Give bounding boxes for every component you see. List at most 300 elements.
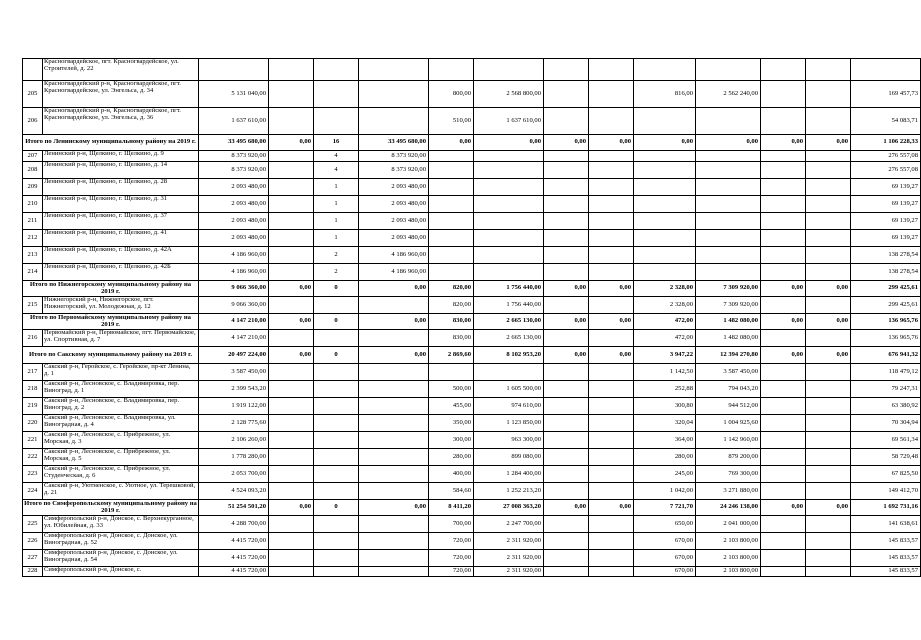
address-cell: Красногвардейское, пгт. Красногвардейское, ул. Строителей, д. 22 (43, 59, 199, 81)
table-row (23, 364, 921, 381)
value-cell-col-8: 0,00 (589, 500, 634, 516)
document-page (22, 58, 918, 577)
row-number: 224 (23, 483, 43, 500)
value-cell-col-8 (589, 364, 634, 381)
value-cell-col-7 (544, 550, 589, 567)
value-cell-col-3 (314, 449, 359, 466)
value-cell-col-5 (429, 151, 474, 162)
value-cell-col-8 (589, 516, 634, 533)
value-cell-col-9 (634, 196, 696, 213)
row-number: 211 (23, 213, 43, 230)
value-cell-col-12: 0,00 (806, 314, 851, 330)
table-row (23, 247, 921, 264)
value-cell-col-4: 8 373 920,00 (359, 151, 429, 162)
value-cell-col-4: 0,00 (359, 281, 429, 297)
value-cell-col-7 (544, 108, 589, 135)
value-cell-col-2 (269, 81, 314, 108)
value-cell-col-10: 12 394 270,80 (696, 347, 761, 364)
value-cell-col-13: 138 278,54 (851, 247, 921, 264)
value-cell-col-9: 816,00 (634, 81, 696, 108)
value-cell-col-8 (589, 179, 634, 196)
value-cell-col-6: 2 247 700,00 (474, 516, 544, 533)
value-cell-col-7: 0,00 (544, 347, 589, 364)
value-cell-col-4 (359, 108, 429, 135)
value-cell-col-1: 4 186 960,00 (199, 264, 269, 281)
row-number: 222 (23, 449, 43, 466)
value-cell-col-6: 2 665 130,00 (474, 314, 544, 330)
district-total-row (23, 135, 921, 151)
value-cell-col-12 (806, 483, 851, 500)
value-cell-col-2: 0,00 (269, 314, 314, 330)
value-cell-col-1: 3 587 450,00 (199, 364, 269, 381)
value-cell-col-4: 0,00 (359, 347, 429, 364)
value-cell-col-2 (269, 162, 314, 179)
value-cell-col-5: 830,00 (429, 330, 474, 347)
value-cell-col-7 (544, 247, 589, 264)
value-cell-col-13: 276 557,08 (851, 162, 921, 179)
table-row (23, 432, 921, 449)
value-cell-col-10: 769 300,00 (696, 466, 761, 483)
value-cell-col-7 (544, 432, 589, 449)
row-number (23, 59, 43, 81)
address-cell: Сакский р-н, Лесновское, с. Прибрежное, ул. Студенческая, д. 6 (43, 466, 199, 483)
district-total-label: Итого по Сакскому муниципальному району на 2019 г. (23, 347, 199, 364)
row-number: 210 (23, 196, 43, 213)
value-cell-col-8 (589, 213, 634, 230)
value-cell-col-11: 0,00 (761, 281, 806, 297)
address-cell: Первомайский р-н, Первомайское, пгт. Первомайское, ул. Спортивная, д. 7 (43, 330, 199, 347)
value-cell-col-11 (761, 247, 806, 264)
value-cell-col-3: 0 (314, 281, 359, 297)
value-cell-col-9: 1 142,50 (634, 364, 696, 381)
value-cell-col-6: 899 080,00 (474, 449, 544, 466)
value-cell-col-3: 16 (314, 135, 359, 151)
address-cell: Ленинский р-н, Щелкино, г. Щелкино, д. 28 (43, 179, 199, 196)
value-cell-col-6: 1 605 500,00 (474, 381, 544, 398)
value-cell-col-13: 118 479,12 (851, 364, 921, 381)
value-cell-col-7: 0,00 (544, 135, 589, 151)
value-cell-col-9 (634, 179, 696, 196)
value-cell-col-11 (761, 483, 806, 500)
address-cell: Сакский р-н, Лесновское, с. Владимировка, пер. Виноград, д. 2 (43, 398, 199, 415)
value-cell-col-9: 252,88 (634, 381, 696, 398)
row-number: 214 (23, 264, 43, 281)
row-number: 205 (23, 81, 43, 108)
value-cell-col-11 (761, 398, 806, 415)
value-cell-col-3: 1 (314, 213, 359, 230)
value-cell-col-3 (314, 550, 359, 567)
value-cell-col-6 (474, 364, 544, 381)
value-cell-col-10: 1 004 925,60 (696, 415, 761, 432)
district-total-label: Итого по Нижнегорскому муниципальному району на 2019 г. (23, 281, 199, 297)
row-number: 206 (23, 108, 43, 135)
value-cell-col-9: 2 328,00 (634, 281, 696, 297)
value-cell-col-11 (761, 466, 806, 483)
value-cell-col-13: 136 965,76 (851, 314, 921, 330)
value-cell-col-7 (544, 449, 589, 466)
table-row (23, 213, 921, 230)
value-cell-col-7 (544, 516, 589, 533)
value-cell-col-13: 1 106 228,33 (851, 135, 921, 151)
value-cell-col-10: 794 043,20 (696, 381, 761, 398)
value-cell-col-6: 8 102 953,20 (474, 347, 544, 364)
value-cell-col-1: 51 254 501,20 (199, 500, 269, 516)
value-cell-col-4: 4 186 960,00 (359, 264, 429, 281)
value-cell-col-3: 0 (314, 500, 359, 516)
value-cell-col-9: 7 721,70 (634, 500, 696, 516)
value-cell-col-5 (429, 179, 474, 196)
value-cell-col-6: 0,00 (474, 135, 544, 151)
value-cell-col-13: 54 083,71 (851, 108, 921, 135)
value-cell-col-11 (761, 179, 806, 196)
address-cell: Симферопольский р-н, Донское, с. Донское, ул. Виноградная, д. 52 (43, 533, 199, 550)
value-cell-col-2 (269, 297, 314, 314)
value-cell-col-2 (269, 398, 314, 415)
value-cell-col-13: 299 425,61 (851, 297, 921, 314)
table-row (23, 415, 921, 432)
value-cell-col-8 (589, 432, 634, 449)
value-cell-col-3 (314, 567, 359, 577)
value-cell-col-13: 70 304,94 (851, 415, 921, 432)
value-cell-col-6 (474, 151, 544, 162)
value-cell-col-11 (761, 59, 806, 81)
address-cell: Сакский р-н, Лесновское, с. Владимировка, ул. Виноградная, д. 4 (43, 415, 199, 432)
table-row (23, 466, 921, 483)
value-cell-col-8 (589, 151, 634, 162)
value-cell-col-6: 963 300,00 (474, 432, 544, 449)
value-cell-col-11 (761, 516, 806, 533)
value-cell-col-3 (314, 59, 359, 81)
value-cell-col-10 (696, 108, 761, 135)
value-cell-col-4 (359, 297, 429, 314)
district-total-row (23, 314, 921, 330)
row-number: 209 (23, 179, 43, 196)
value-cell-col-12 (806, 550, 851, 567)
table-row (23, 179, 921, 196)
value-cell-col-10 (696, 162, 761, 179)
value-cell-col-9: 280,00 (634, 449, 696, 466)
value-cell-col-12 (806, 297, 851, 314)
value-cell-col-7: 0,00 (544, 500, 589, 516)
value-cell-col-5: 350,00 (429, 415, 474, 432)
value-cell-col-8: 0,00 (589, 314, 634, 330)
value-cell-col-7 (544, 264, 589, 281)
value-cell-col-13: 69 561,34 (851, 432, 921, 449)
value-cell-col-9: 670,00 (634, 550, 696, 567)
value-cell-col-1: 1 778 280,00 (199, 449, 269, 466)
value-cell-col-9: 0,00 (634, 135, 696, 151)
value-cell-col-4: 8 373 920,00 (359, 162, 429, 179)
table-row (23, 151, 921, 162)
value-cell-col-5: 830,00 (429, 314, 474, 330)
address-cell: Сакский р-н, Уютненское, с. Уютное, ул. Терешковой, д. 21 (43, 483, 199, 500)
value-cell-col-10: 3 271 880,00 (696, 483, 761, 500)
value-cell-col-1: 8 373 920,00 (199, 162, 269, 179)
row-number: 207 (23, 151, 43, 162)
value-cell-col-9: 670,00 (634, 533, 696, 550)
value-cell-col-3 (314, 415, 359, 432)
value-cell-col-10: 3 587 450,00 (696, 364, 761, 381)
row-number: 218 (23, 381, 43, 398)
value-cell-col-12 (806, 162, 851, 179)
value-cell-col-13: 145 833,57 (851, 567, 921, 577)
value-cell-col-9: 320,04 (634, 415, 696, 432)
value-cell-col-3 (314, 108, 359, 135)
value-cell-col-3: 2 (314, 247, 359, 264)
value-cell-col-11 (761, 364, 806, 381)
address-cell: Сакский р-н, Геройское, с. Геройское, пр-кт Ленина, д. 1 (43, 364, 199, 381)
value-cell-col-7 (544, 151, 589, 162)
value-cell-col-11 (761, 449, 806, 466)
value-cell-col-8 (589, 297, 634, 314)
value-cell-col-12 (806, 264, 851, 281)
value-cell-col-12 (806, 398, 851, 415)
value-cell-col-10 (696, 151, 761, 162)
value-cell-col-11 (761, 108, 806, 135)
value-cell-col-11: 0,00 (761, 314, 806, 330)
row-number: 213 (23, 247, 43, 264)
value-cell-col-13: 676 941,32 (851, 347, 921, 364)
value-cell-col-5: 800,00 (429, 81, 474, 108)
address-cell: Сакский р-н, Лесновское, с. Прибрежное, ул. Морская, д. 5 (43, 449, 199, 466)
row-number: 217 (23, 364, 43, 381)
value-cell-col-13 (851, 59, 921, 81)
value-cell-col-12: 0,00 (806, 281, 851, 297)
value-cell-col-13: 141 638,61 (851, 516, 921, 533)
value-cell-col-3 (314, 381, 359, 398)
value-cell-col-10: 7 309 920,00 (696, 297, 761, 314)
value-cell-col-2 (269, 567, 314, 577)
table-row (23, 264, 921, 281)
value-cell-col-4: 0,00 (359, 500, 429, 516)
value-cell-col-6 (474, 59, 544, 81)
value-cell-col-8 (589, 398, 634, 415)
value-cell-col-7 (544, 330, 589, 347)
value-cell-col-4 (359, 449, 429, 466)
value-cell-col-5: 0,00 (429, 135, 474, 151)
value-cell-col-1: 2 053 700,00 (199, 466, 269, 483)
value-cell-col-9: 472,00 (634, 314, 696, 330)
value-cell-col-11: 0,00 (761, 347, 806, 364)
value-cell-col-8 (589, 81, 634, 108)
value-cell-col-1: 5 131 040,00 (199, 81, 269, 108)
value-cell-col-6: 2 311 920,00 (474, 567, 544, 577)
district-total-label: Итого по Первомайскому муниципальному району на 2019 г. (23, 314, 199, 330)
value-cell-col-12 (806, 230, 851, 247)
value-cell-col-2: 0,00 (269, 347, 314, 364)
value-cell-col-4 (359, 466, 429, 483)
value-cell-col-7 (544, 59, 589, 81)
address-cell: Ленинский р-н, Щелкино, г. Щелкино, д. 37 (43, 213, 199, 230)
address-cell: Симферопольский р-н, Донское, с. Верхнекурганное, ул. Юбилейная, д. 33 (43, 516, 199, 533)
value-cell-col-12: 0,00 (806, 135, 851, 151)
value-cell-col-12 (806, 196, 851, 213)
value-cell-col-6: 1 252 213,20 (474, 483, 544, 500)
table-row (23, 330, 921, 347)
value-cell-col-6 (474, 230, 544, 247)
value-cell-col-10: 1 482 080,00 (696, 330, 761, 347)
table-row (23, 230, 921, 247)
address-cell: Ленинский р-н, Щелкино, г. Щелкино, д. 14 (43, 162, 199, 179)
value-cell-col-4: 2 093 480,00 (359, 213, 429, 230)
value-cell-col-9: 245,00 (634, 466, 696, 483)
value-cell-col-6: 2 311 920,00 (474, 550, 544, 567)
value-cell-col-5 (429, 213, 474, 230)
value-cell-col-7 (544, 213, 589, 230)
value-cell-col-2: 0,00 (269, 500, 314, 516)
value-cell-col-12 (806, 432, 851, 449)
value-cell-col-7: 0,00 (544, 314, 589, 330)
value-cell-col-9: 650,00 (634, 516, 696, 533)
value-cell-col-13: 67 825,50 (851, 466, 921, 483)
value-cell-col-2 (269, 466, 314, 483)
value-cell-col-7 (544, 567, 589, 577)
row-number: 227 (23, 550, 43, 567)
value-cell-col-7 (544, 162, 589, 179)
value-cell-col-6: 974 610,00 (474, 398, 544, 415)
row-number: 221 (23, 432, 43, 449)
value-cell-col-4 (359, 516, 429, 533)
value-cell-col-1: 4 415 720,00 (199, 533, 269, 550)
value-cell-col-13: 299 425,61 (851, 281, 921, 297)
value-cell-col-5 (429, 230, 474, 247)
value-cell-col-6 (474, 179, 544, 196)
value-cell-col-12 (806, 179, 851, 196)
value-cell-col-4 (359, 533, 429, 550)
value-cell-col-2 (269, 364, 314, 381)
value-cell-col-6: 2 568 800,00 (474, 81, 544, 108)
value-cell-col-9 (634, 247, 696, 264)
value-cell-col-4 (359, 415, 429, 432)
value-cell-col-4: 4 186 960,00 (359, 247, 429, 264)
value-cell-col-8 (589, 483, 634, 500)
value-cell-col-10: 24 246 138,00 (696, 500, 761, 516)
value-cell-col-7 (544, 398, 589, 415)
value-cell-col-2 (269, 264, 314, 281)
table-row (23, 162, 921, 179)
value-cell-col-13: 69 139,27 (851, 196, 921, 213)
value-cell-col-12 (806, 364, 851, 381)
value-cell-col-13: 145 833,57 (851, 550, 921, 567)
value-cell-col-8 (589, 196, 634, 213)
table-row (23, 59, 921, 81)
value-cell-col-8 (589, 415, 634, 432)
value-cell-col-11 (761, 415, 806, 432)
value-cell-col-4 (359, 364, 429, 381)
value-cell-col-6 (474, 247, 544, 264)
value-cell-col-3 (314, 516, 359, 533)
address-cell: Ленинский р-н, Щелкино, г. Щелкино, д. 9 (43, 151, 199, 162)
value-cell-col-9 (634, 230, 696, 247)
value-cell-col-12 (806, 516, 851, 533)
value-cell-col-1: 9 066 360,00 (199, 297, 269, 314)
value-cell-col-8 (589, 330, 634, 347)
value-cell-col-11 (761, 567, 806, 577)
address-cell: Сакский р-н, Лесновское, с. Владимировка, пер. Виноград, д. 1 (43, 381, 199, 398)
value-cell-col-4 (359, 381, 429, 398)
value-cell-col-1: 33 495 680,00 (199, 135, 269, 151)
value-cell-col-6: 1 637 610,00 (474, 108, 544, 135)
value-cell-col-13: 145 833,57 (851, 533, 921, 550)
value-cell-col-2 (269, 483, 314, 500)
value-cell-col-2 (269, 196, 314, 213)
value-cell-col-3 (314, 398, 359, 415)
value-cell-col-5: 300,00 (429, 432, 474, 449)
value-cell-col-13: 63 380,92 (851, 398, 921, 415)
value-cell-col-13: 58 729,48 (851, 449, 921, 466)
value-cell-col-5: 8 411,20 (429, 500, 474, 516)
value-cell-col-10: 0,00 (696, 135, 761, 151)
value-cell-col-3 (314, 533, 359, 550)
value-cell-col-8: 0,00 (589, 347, 634, 364)
value-cell-col-5: 510,00 (429, 108, 474, 135)
table-row (23, 533, 921, 550)
value-cell-col-5: 584,60 (429, 483, 474, 500)
value-cell-col-1: 20 497 224,00 (199, 347, 269, 364)
value-cell-col-10 (696, 59, 761, 81)
value-cell-col-11 (761, 213, 806, 230)
value-cell-col-10: 7 309 920,00 (696, 281, 761, 297)
value-cell-col-13: 79 247,31 (851, 381, 921, 398)
address-cell: Ленинский р-н, Щелкино, г. Щелкино, д. 42Б (43, 264, 199, 281)
value-cell-col-12 (806, 247, 851, 264)
address-cell: Красногвардейский р-н, Красногвардейское, пгт. Красногвардейское, ул. Энгельса, д. 36 (43, 108, 199, 135)
value-cell-col-1: 2 093 480,00 (199, 179, 269, 196)
value-cell-col-3 (314, 330, 359, 347)
table-row (23, 516, 921, 533)
row-number: 219 (23, 398, 43, 415)
value-cell-col-13: 69 139,27 (851, 213, 921, 230)
value-cell-col-13: 149 412,70 (851, 483, 921, 500)
value-cell-col-8: 0,00 (589, 135, 634, 151)
value-cell-col-2 (269, 432, 314, 449)
district-total-label: Итого по Ленинскому муниципальному району на 2019 г. (23, 135, 199, 151)
value-cell-col-10: 1 482 080,00 (696, 314, 761, 330)
value-cell-col-8 (589, 567, 634, 577)
value-cell-col-4 (359, 550, 429, 567)
value-cell-col-11 (761, 230, 806, 247)
value-cell-col-12: 0,00 (806, 347, 851, 364)
value-cell-col-11 (761, 533, 806, 550)
value-cell-col-7 (544, 415, 589, 432)
value-cell-col-12 (806, 151, 851, 162)
value-cell-col-8: 0,00 (589, 281, 634, 297)
row-number: 228 (23, 567, 43, 577)
row-number: 226 (23, 533, 43, 550)
value-cell-col-3: 0 (314, 314, 359, 330)
value-cell-col-11 (761, 381, 806, 398)
row-number: 220 (23, 415, 43, 432)
value-cell-col-9 (634, 151, 696, 162)
value-cell-col-5: 820,00 (429, 297, 474, 314)
table-row (23, 550, 921, 567)
table-row (23, 398, 921, 415)
value-cell-col-13: 1 692 731,16 (851, 500, 921, 516)
value-cell-col-1: 4 524 093,20 (199, 483, 269, 500)
value-cell-col-6: 1 284 400,00 (474, 466, 544, 483)
value-cell-col-2 (269, 59, 314, 81)
value-cell-col-5: 280,00 (429, 449, 474, 466)
value-cell-col-4: 2 093 480,00 (359, 230, 429, 247)
table-row (23, 196, 921, 213)
value-cell-col-6: 27 008 363,20 (474, 500, 544, 516)
value-cell-col-4: 2 093 480,00 (359, 196, 429, 213)
value-cell-col-4 (359, 330, 429, 347)
value-cell-col-10 (696, 230, 761, 247)
value-cell-col-11 (761, 330, 806, 347)
value-cell-col-12 (806, 449, 851, 466)
value-cell-col-7 (544, 533, 589, 550)
